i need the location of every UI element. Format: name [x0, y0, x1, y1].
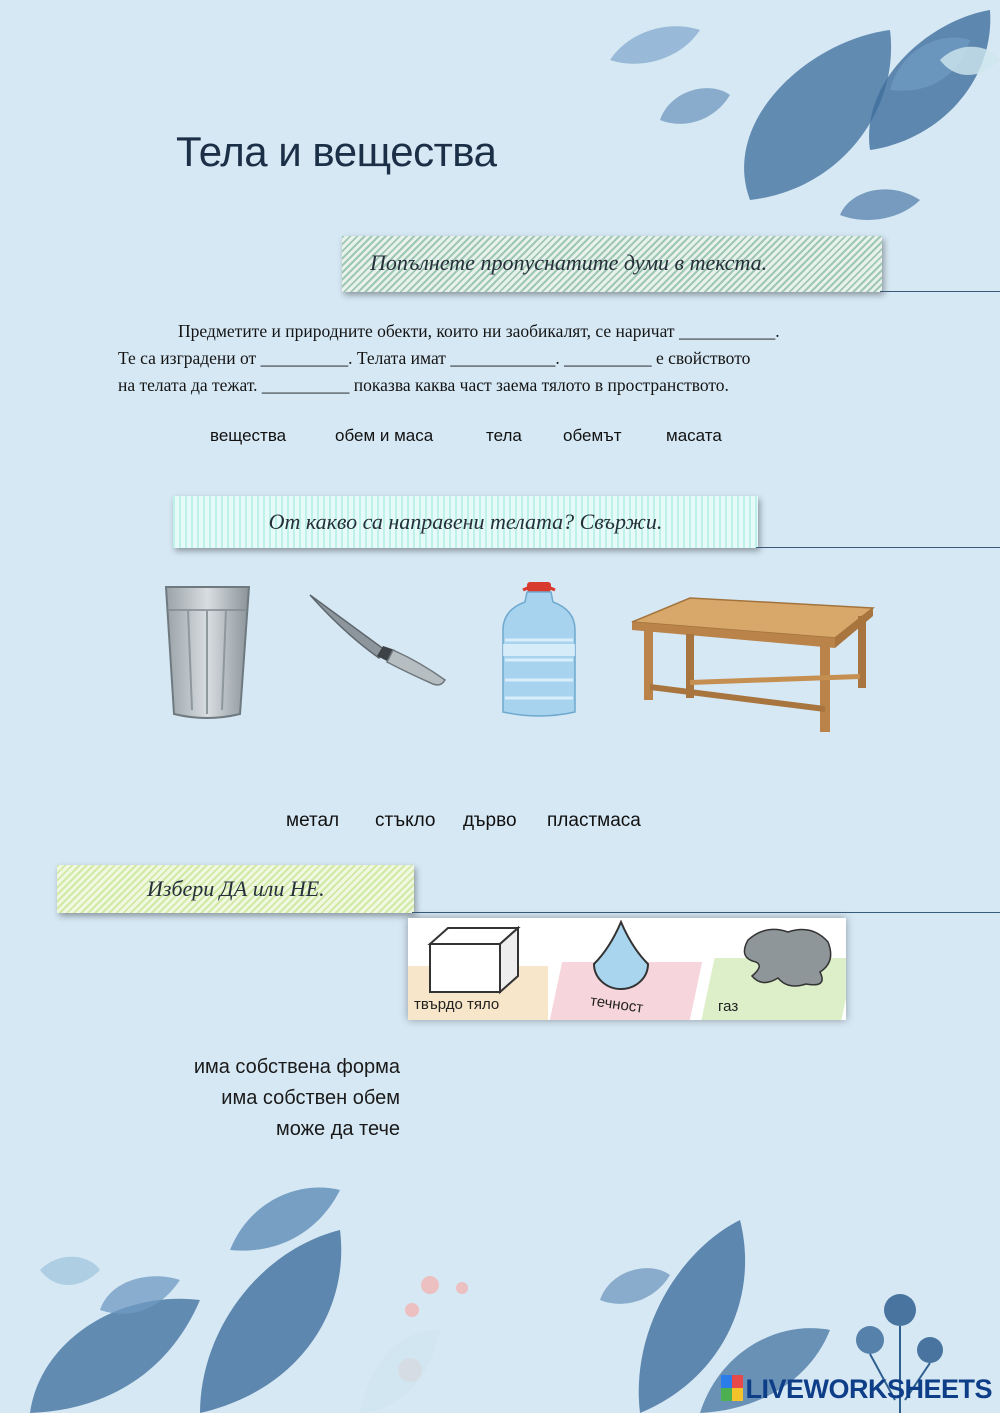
glass-cup-image[interactable]	[160, 582, 255, 724]
brand-text: LIVEWORKSHEETS	[745, 1374, 992, 1404]
leaf-decoration-top	[600, 0, 1000, 230]
property-item: може да тече	[276, 1118, 400, 1140]
paragraph-line: Предметите и природните обекти, които ни заобикалят, се наричат ___________.	[178, 321, 780, 341]
material-chip[interactable]: метал	[286, 810, 340, 831]
property-item: има собствен обем	[221, 1087, 400, 1109]
page-title: Тела и вещества	[176, 128, 497, 175]
state-label: течност	[589, 992, 645, 1017]
divider	[412, 912, 1000, 913]
material-chip[interactable]: стъкло	[375, 810, 436, 831]
liveworksheets-logo-icon	[721, 1375, 743, 1401]
knife-image[interactable]	[305, 590, 450, 690]
water-bottle-image[interactable]	[497, 580, 582, 720]
fill-in-paragraph	[118, 318, 880, 399]
droplet-icon	[588, 920, 654, 990]
word-chip[interactable]: вещества	[210, 426, 287, 445]
gas-cloud-icon	[736, 922, 836, 992]
states-of-matter-card	[408, 918, 846, 1020]
divider	[756, 547, 1000, 548]
wooden-table-image[interactable]	[630, 596, 875, 738]
properties-list	[100, 1056, 400, 1156]
state-label: твърдо тяло	[414, 996, 500, 1013]
material-chip[interactable]: пластмаса	[547, 810, 641, 831]
task2-instruction-banner: От какво са направени телата? Свържи.	[173, 496, 758, 548]
word-chip[interactable]: обемът	[563, 426, 622, 445]
word-chip[interactable]: обем и маса	[335, 426, 434, 445]
task3-instruction-banner: Избери ДА или НЕ.	[57, 865, 414, 913]
word-bank	[0, 426, 1000, 450]
divider	[880, 291, 1000, 292]
word-chip[interactable]: тела	[486, 426, 522, 445]
material-chip[interactable]: дърво	[463, 810, 517, 831]
word-chip[interactable]: масата	[666, 426, 722, 445]
paragraph-line: на телата да тежат. __________ показва каква част заема тялото в пространството.	[118, 375, 729, 395]
cube-icon	[426, 924, 522, 996]
materials-list	[0, 810, 1000, 836]
task1-instruction-banner: Попълнете пропуснатите думи в текста.	[342, 236, 882, 292]
state-label: газ	[718, 998, 739, 1015]
paragraph-line: Те са изградени от __________. Телата имат ____________. __________ е свойството	[118, 348, 751, 368]
property-item: има собствена форма	[193, 1056, 400, 1078]
liveworksheets-logo	[721, 1374, 992, 1405]
